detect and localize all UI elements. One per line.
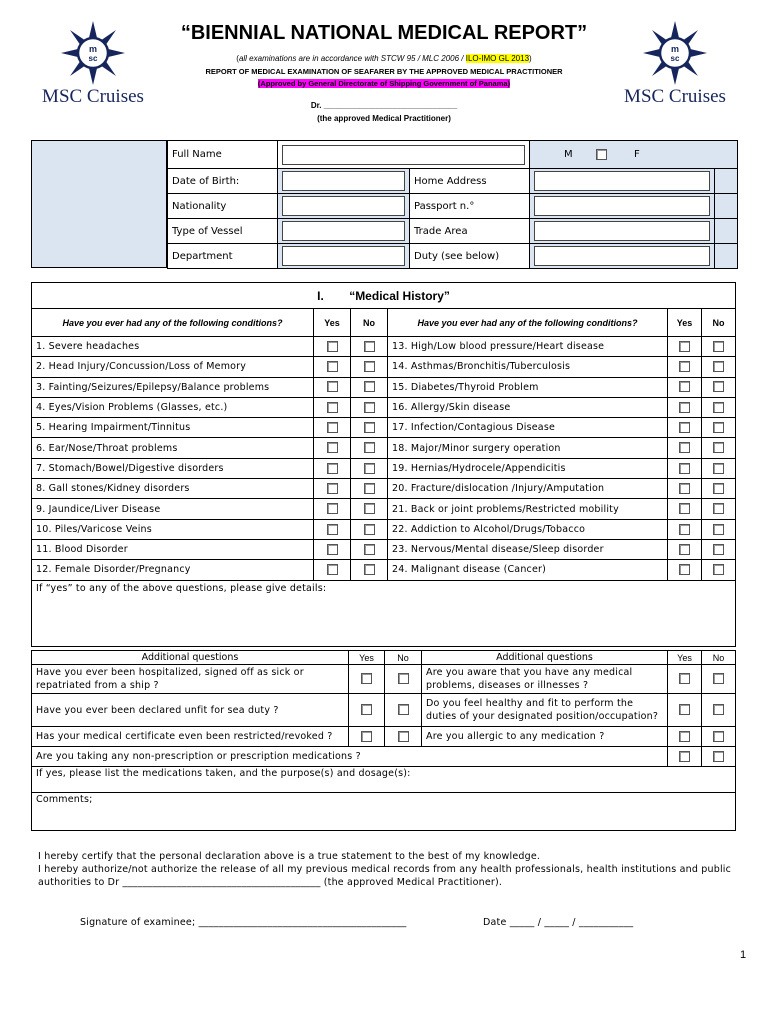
no-checkbox[interactable] [364,483,375,494]
additional-question: Have you ever been hospitalized, signed off as sick or repatriated from a ship ? [32,665,349,694]
medical-history-table [31,282,736,647]
passport-field[interactable] [534,196,710,216]
no-checkbox[interactable] [713,361,724,372]
question-header-left: Have you ever had any of the following conditions? [32,309,314,337]
yes-checkbox[interactable] [679,442,690,453]
history-row [32,560,736,580]
no-checkbox[interactable] [713,341,724,352]
doctor-line: Dr. ______________________________ [310,101,458,110]
no-checkbox[interactable] [713,751,724,762]
yes-checkbox[interactable] [679,564,690,575]
full-name-label: Full Name [168,141,278,169]
full-name-field[interactable] [282,145,525,165]
condition-label: 21. Back or joint problems/Restricted mobility [388,499,668,519]
yes-checkbox[interactable] [679,704,690,715]
vessel-type-label: Type of Vessel [168,219,278,244]
svg-text:sc: sc [88,54,98,63]
no-checkbox[interactable] [713,564,724,575]
condition-label: 17. Infection/Contagious Disease [388,418,668,438]
yes-checkbox[interactable] [679,751,690,762]
no-checkbox[interactable] [364,402,375,413]
nationality-field[interactable] [282,196,405,216]
authorize-statement-line1: I hereby authorize/not authorize the release of all my previous medical records from any health professionals, health institutions and public [38,864,732,875]
trade-area-field[interactable] [534,221,710,241]
no-checkbox[interactable] [364,544,375,555]
document-title: “BIENNIAL NATIONAL MEDICAL REPORT” [180,22,588,44]
yes-checkbox[interactable] [679,463,690,474]
home-address-field[interactable] [534,171,710,191]
department-field[interactable] [282,246,405,266]
medications-question: Are you taking any non-prescription or prescription medications ? [32,747,668,767]
condition-label: 9. Jaundice/Liver Disease [32,499,314,519]
no-checkbox[interactable] [713,381,724,392]
condition-label: 23. Nervous/Mental disease/Sleep disorder [388,539,668,559]
no-header: No [351,309,388,337]
history-row [32,458,736,478]
details-label: If “yes” to any of the above questions, please give details: [36,582,327,594]
condition-label: 19. Hernias/Hydrocele/Appendicitis [388,458,668,478]
condition-label: 18. Major/Minor surgery operation [388,438,668,458]
history-row [32,438,736,458]
dob-label: Date of Birth: [168,169,278,194]
condition-label: 22. Addiction to Alcohol/Drugs/Tobacco [388,519,668,539]
condition-label: 13. High/Low blood pressure/Heart disease [388,337,668,357]
no-checkbox[interactable] [364,503,375,514]
sex-m-label: M [564,149,573,161]
svg-text:sc: sc [670,54,680,63]
yes-checkbox[interactable] [327,381,338,392]
medications-list-field[interactable] [32,767,736,793]
yes-checkbox[interactable] [327,361,338,372]
additional-questions-table [31,650,736,831]
yes-header: Yes [314,309,351,337]
no-header: No [702,309,736,337]
yes-checkbox[interactable] [679,341,690,352]
yes-checkbox[interactable] [361,731,372,742]
yes-checkbox[interactable] [327,463,338,474]
no-checkbox[interactable] [398,704,409,715]
no-checkbox[interactable] [713,463,724,474]
brand-name: MSC Cruises [624,86,726,107]
yes-checkbox[interactable] [327,503,338,514]
condition-label: 4. Eyes/Vision Problems (Glasses, etc.) [32,397,314,417]
history-row [32,357,736,377]
no-checkbox[interactable] [713,503,724,514]
no-checkbox[interactable] [713,402,724,413]
yes-header: Yes [668,309,702,337]
duty-field[interactable] [534,246,710,266]
condition-label: 11. Blood Disorder [32,539,314,559]
yes-checkbox[interactable] [327,524,338,535]
svg-text:m: m [88,44,98,54]
yes-checkbox[interactable] [327,442,338,453]
yes-checkbox[interactable] [327,422,338,433]
no-checkbox[interactable] [364,463,375,474]
history-row [32,397,736,417]
report-subtitle: REPORT OF MEDICAL EXAMINATION OF SEAFARER BY THE APPROVED MEDICAL PRACTITIONER [205,67,563,76]
history-row [32,539,736,559]
additional-header-left: Additional questions [32,651,349,665]
dob-field[interactable] [282,171,405,191]
msc-logo-left [18,20,168,108]
yes-header: Yes [349,651,385,665]
home-address-label: Home Address [410,169,530,194]
yes-checkbox[interactable] [679,524,690,535]
no-header: No [702,651,736,665]
no-checkbox[interactable] [713,442,724,453]
trade-area-label: Trade Area [410,219,530,244]
section-header: I. “Medical History” [32,283,736,309]
doctor-note: (the approved Medical Practitioner) [317,114,451,123]
page-number: 1 [740,949,747,961]
yes-checkbox[interactable] [679,544,690,555]
standards-line: (all examinations are in accordance with STCW 95 / MLC 2006 / ILO-IMO GL 2013) [236,54,532,63]
photo-box [31,140,167,268]
additional-question: Are you allergic to any medication ? [422,727,668,747]
no-checkbox[interactable] [364,422,375,433]
history-row [32,479,736,499]
no-checkbox[interactable] [713,483,724,494]
no-checkbox[interactable] [713,731,724,742]
no-checkbox[interactable] [713,422,724,433]
yes-checkbox[interactable] [679,483,690,494]
condition-label: 20. Fracture/dislocation /Injury/Amputation [388,479,668,499]
authorize-statement-line2: authorities to Dr ________________________________________ (the approved Medical Practitioner). [38,877,503,888]
history-row [32,499,736,519]
date-line[interactable]: Date _____ / _____ / ___________ [483,917,634,928]
no-checkbox[interactable] [398,673,409,684]
condition-label: 10. Piles/Varicose Veins [32,519,314,539]
comments-field[interactable] [32,793,736,831]
no-checkbox[interactable] [364,442,375,453]
additional-question: Do you feel healthy and fit to perform the duties of your designated position/occupation? [422,694,668,727]
duty-label: Duty (see below) [410,244,530,269]
no-checkbox[interactable] [364,564,375,575]
medications-list-label: If yes, please list the medications taken, and the purpose(s) and dosage(s): [36,768,411,779]
section-title: “Medical History” [349,288,450,303]
condition-label: 14. Asthmas/Bronchitis/Tuberculosis [388,357,668,377]
no-checkbox[interactable] [713,544,724,555]
compass-logo-icon [642,20,708,86]
no-checkbox[interactable] [713,673,724,684]
no-checkbox[interactable] [364,524,375,535]
yes-checkbox[interactable] [327,483,338,494]
yes-checkbox[interactable] [361,673,372,684]
standards-highlight: ILO-IMO GL 2013 [465,54,530,63]
condition-label: 7. Stomach/Bowel/Digestive disorders [32,458,314,478]
condition-label: 1. Severe headaches [32,337,314,357]
condition-label: 5. Hearing Impairment/Tinnitus [32,418,314,438]
no-checkbox[interactable] [713,524,724,535]
standards-text: all examinations are in accordance with STCW 95 / MLC 2006 / [238,54,466,63]
condition-label: 24. Malignant disease (Cancer) [388,560,668,580]
no-checkbox[interactable] [364,361,375,372]
vessel-type-field[interactable] [282,221,405,241]
yes-checkbox[interactable] [679,503,690,514]
yes-checkbox[interactable] [679,361,690,372]
history-row [32,519,736,539]
comments-label: Comments; [36,794,93,805]
brand-name: MSC Cruises [42,86,144,107]
yes-checkbox[interactable] [679,422,690,433]
svg-text:m: m [670,44,680,54]
approval-line: (Approved by General Directorate of Shipping Government of Panama) [257,79,511,88]
yes-checkbox[interactable] [327,402,338,413]
yes-checkbox[interactable] [679,673,690,684]
sex-m-checkbox[interactable] [596,149,607,160]
no-checkbox[interactable] [398,731,409,742]
certify-statement: I hereby certify that the personal declaration above is a true statement to the best of my knowledge. [38,851,541,862]
yes-header: Yes [668,651,702,665]
condition-label: 3. Fainting/Seizures/Epilepsy/Balance problems [32,377,314,397]
department-label: Department [168,244,278,269]
nationality-label: Nationality [168,194,278,219]
history-row [32,418,736,438]
history-row [32,337,736,357]
condition-label: 12. Female Disorder/Pregnancy [32,560,314,580]
condition-label: 15. Diabetes/Thyroid Problem [388,377,668,397]
yes-checkbox[interactable] [327,544,338,555]
condition-label: 8. Gall stones/Kidney disorders [32,479,314,499]
no-header: No [385,651,422,665]
condition-label: 16. Allergy/Skin disease [388,397,668,417]
yes-checkbox[interactable] [327,341,338,352]
yes-checkbox[interactable] [679,731,690,742]
msc-logo-right [600,20,750,108]
question-header-right: Have you ever had any of the following conditions? [388,309,668,337]
personal-info-table [167,140,738,269]
additional-question: Are you aware that you have any medical problems, diseases or illnesses ? [422,665,668,694]
yes-checkbox[interactable] [679,381,690,392]
compass-logo-icon [60,20,126,86]
additional-question: Has your medical certificate even been restricted/revoked ? [32,727,349,747]
no-checkbox[interactable] [364,341,375,352]
no-checkbox[interactable] [713,704,724,715]
additional-header-right: Additional questions [422,651,668,665]
history-row [32,377,736,397]
passport-label: Passport n.° [410,194,530,219]
yes-checkbox[interactable] [361,704,372,715]
yes-checkbox[interactable] [327,564,338,575]
no-checkbox[interactable] [364,381,375,392]
sex-f-label: F [634,149,640,161]
additional-question: Have you ever been declared unfit for sea duty ? [32,694,349,727]
yes-checkbox[interactable] [679,402,690,413]
condition-label: 2. Head Injury/Concussion/Loss of Memory [32,357,314,377]
details-field[interactable] [32,580,736,646]
signature-line[interactable]: Signature of examinee; __________________________________________ [80,917,407,928]
condition-label: 6. Ear/Nose/Throat problems [32,438,314,458]
